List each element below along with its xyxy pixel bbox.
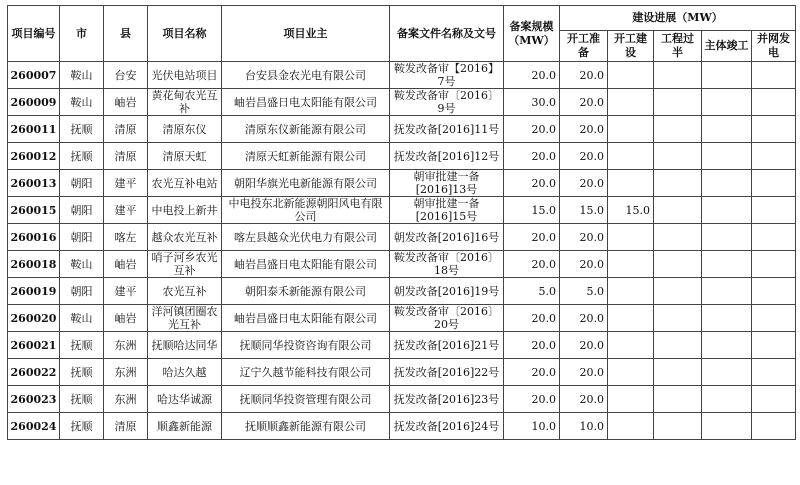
project-name-cell: 清原天虹: [148, 143, 222, 170]
header-start-construction: 开工建设: [608, 31, 654, 62]
table-body: [8, 62, 796, 440]
start-construction-cell: [608, 89, 654, 116]
county-cell: 喀左: [104, 224, 148, 251]
header-main-completed: 主体竣工: [702, 31, 752, 62]
filing-document-cell: 抚发改备[2016]21号: [390, 332, 504, 359]
grid-connected-cell: [752, 197, 796, 224]
start-construction-cell: [608, 332, 654, 359]
half-done-cell: [654, 62, 702, 89]
start-prep-cell: 15.0: [560, 197, 608, 224]
header-grid-connected: 并网发电: [752, 31, 796, 62]
filing-scale-cell: 20.0: [504, 224, 560, 251]
grid-connected-cell: [752, 305, 796, 332]
start-prep-cell: 20.0: [560, 116, 608, 143]
filing-document-cell: 抚发改备[2016]24号: [390, 413, 504, 440]
project-name-cell: 洋河镇团圈农光互补: [148, 305, 222, 332]
filing-scale-cell: 20.0: [504, 170, 560, 197]
start-construction-cell: [608, 278, 654, 305]
project-name-cell: 农光互补: [148, 278, 222, 305]
table-row: [8, 170, 796, 197]
header-filing-scale: 备案规模（MW）: [504, 6, 560, 62]
city-cell: 朝阳: [60, 278, 104, 305]
main-completed-cell: [702, 278, 752, 305]
half-done-cell: [654, 332, 702, 359]
start-construction-cell: [608, 116, 654, 143]
city-cell: 鞍山: [60, 62, 104, 89]
start-construction-cell: [608, 359, 654, 386]
project-name-cell: 哈达华诚源: [148, 386, 222, 413]
city-cell: 抚顺: [60, 143, 104, 170]
city-cell: 鞍山: [60, 305, 104, 332]
start-construction-cell: [608, 413, 654, 440]
start-prep-cell: 20.0: [560, 170, 608, 197]
main-completed-cell: [702, 386, 752, 413]
half-done-cell: [654, 197, 702, 224]
header-construction-progress: 建设进展（MW）: [560, 6, 796, 31]
grid-connected-cell: [752, 332, 796, 359]
half-done-cell: [654, 251, 702, 278]
start-prep-cell: 5.0: [560, 278, 608, 305]
project-owner-cell: 清原天虹新能源有限公司: [222, 143, 390, 170]
start-prep-cell: 20.0: [560, 332, 608, 359]
project-name-cell: 光伏电站项目: [148, 62, 222, 89]
start-construction-cell: [608, 386, 654, 413]
city-cell: 朝阳: [60, 224, 104, 251]
filing-document-cell: 朝发改备[2016]16号: [390, 224, 504, 251]
start-construction-cell: [608, 251, 654, 278]
project-owner-cell: 抚顺同华投资管理有限公司: [222, 386, 390, 413]
project-id-cell: 260018: [8, 251, 60, 278]
city-cell: 抚顺: [60, 116, 104, 143]
county-cell: 清原: [104, 143, 148, 170]
filing-document-cell: 抚发改备[2016]12号: [390, 143, 504, 170]
project-owner-cell: 岫岩昌盛日电太阳能有限公司: [222, 89, 390, 116]
project-name-cell: 中电投上新井: [148, 197, 222, 224]
project-name-cell: 农光互补电站: [148, 170, 222, 197]
header-project-name: 项目名称: [148, 6, 222, 62]
city-cell: 抚顺: [60, 359, 104, 386]
project-id-cell: 260020: [8, 305, 60, 332]
table-row: [8, 359, 796, 386]
grid-connected-cell: [752, 386, 796, 413]
filing-document-cell: 朝发改备[2016]19号: [390, 278, 504, 305]
filing-document-cell: 抚发改备[2016]22号: [390, 359, 504, 386]
project-id-cell: 260019: [8, 278, 60, 305]
filing-scale-cell: 20.0: [504, 62, 560, 89]
half-done-cell: [654, 305, 702, 332]
half-done-cell: [654, 170, 702, 197]
main-completed-cell: [702, 62, 752, 89]
header-filing-document: 备案文件名称及文号: [390, 6, 504, 62]
city-cell: 鞍山: [60, 251, 104, 278]
half-done-cell: [654, 143, 702, 170]
filing-document-cell: 朝审批建一备[2016]15号: [390, 197, 504, 224]
project-name-cell: 清原东仪: [148, 116, 222, 143]
start-prep-cell: 20.0: [560, 386, 608, 413]
project-id-cell: 260021: [8, 332, 60, 359]
table-row: [8, 278, 796, 305]
filing-scale-cell: 5.0: [504, 278, 560, 305]
filing-scale-cell: 20.0: [504, 359, 560, 386]
project-id-cell: 260013: [8, 170, 60, 197]
start-prep-cell: 20.0: [560, 251, 608, 278]
project-owner-cell: 抚顺顺鑫新能源有限公司: [222, 413, 390, 440]
project-name-cell: 抚顺哈达同华: [148, 332, 222, 359]
project-owner-cell: 岫岩昌盛日电太阳能有限公司: [222, 251, 390, 278]
county-cell: 岫岩: [104, 305, 148, 332]
county-cell: 清原: [104, 116, 148, 143]
half-done-cell: [654, 386, 702, 413]
project-owner-cell: 中电投东北新能源朝阳风电有限公司: [222, 197, 390, 224]
filing-scale-cell: 15.0: [504, 197, 560, 224]
project-owner-cell: 清原东仪新能源有限公司: [222, 116, 390, 143]
project-owner-cell: 喀左县越众光伏电力有限公司: [222, 224, 390, 251]
table-row: [8, 116, 796, 143]
start-prep-cell: 20.0: [560, 359, 608, 386]
project-id-cell: 260007: [8, 62, 60, 89]
county-cell: 台安: [104, 62, 148, 89]
half-done-cell: [654, 116, 702, 143]
project-name-cell: 哈达久越: [148, 359, 222, 386]
project-name-cell: 哨子河乡农光互补: [148, 251, 222, 278]
table-row: [8, 143, 796, 170]
project-name-cell: 顺鑫新能源: [148, 413, 222, 440]
project-id-cell: 260016: [8, 224, 60, 251]
filing-scale-cell: 30.0: [504, 89, 560, 116]
main-completed-cell: [702, 305, 752, 332]
filing-document-cell: 抚发改备[2016]11号: [390, 116, 504, 143]
table-row: [8, 305, 796, 332]
filing-document-cell: 鞍发改备审【2016】7号: [390, 62, 504, 89]
county-cell: 岫岩: [104, 251, 148, 278]
grid-connected-cell: [752, 251, 796, 278]
project-owner-cell: 岫岩昌盛日电太阳能有限公司: [222, 305, 390, 332]
table-row: [8, 62, 796, 89]
start-construction-cell: [608, 62, 654, 89]
project-id-cell: 260011: [8, 116, 60, 143]
main-completed-cell: [702, 116, 752, 143]
start-prep-cell: 20.0: [560, 305, 608, 332]
project-owner-cell: 朝阳泰禾新能源有限公司: [222, 278, 390, 305]
project-name-cell: 黄花甸农光互补: [148, 89, 222, 116]
filing-scale-cell: 20.0: [504, 386, 560, 413]
project-id-cell: 260022: [8, 359, 60, 386]
main-completed-cell: [702, 143, 752, 170]
half-done-cell: [654, 278, 702, 305]
grid-connected-cell: [752, 224, 796, 251]
filing-scale-cell: 20.0: [504, 332, 560, 359]
header-half-done: 工程过半: [654, 31, 702, 62]
county-cell: 岫岩: [104, 89, 148, 116]
filing-scale-cell: 20.0: [504, 305, 560, 332]
half-done-cell: [654, 224, 702, 251]
city-cell: 朝阳: [60, 170, 104, 197]
filing-document-cell: 朝审批建一备[2016]13号: [390, 170, 504, 197]
start-prep-cell: 20.0: [560, 89, 608, 116]
start-prep-cell: 20.0: [560, 143, 608, 170]
county-cell: 建平: [104, 197, 148, 224]
city-cell: 抚顺: [60, 386, 104, 413]
table-row: [8, 224, 796, 251]
filing-scale-cell: 10.0: [504, 413, 560, 440]
filing-document-cell: 抚发改备[2016]23号: [390, 386, 504, 413]
filing-document-cell: 鞍发改备审〔2016〕9号: [390, 89, 504, 116]
start-construction-cell: [608, 143, 654, 170]
filing-document-cell: 鞍发改备审〔2016〕18号: [390, 251, 504, 278]
project-id-cell: 260009: [8, 89, 60, 116]
header-city: 市: [60, 6, 104, 62]
main-completed-cell: [702, 413, 752, 440]
table-row: [8, 386, 796, 413]
filing-scale-cell: 20.0: [504, 116, 560, 143]
filing-scale-cell: 20.0: [504, 251, 560, 278]
main-completed-cell: [702, 332, 752, 359]
county-cell: 清原: [104, 413, 148, 440]
start-construction-cell: [608, 224, 654, 251]
county-cell: 建平: [104, 170, 148, 197]
county-cell: 东洲: [104, 332, 148, 359]
city-cell: 鞍山: [60, 89, 104, 116]
start-construction-cell: 15.0: [608, 197, 654, 224]
start-construction-cell: [608, 170, 654, 197]
filing-document-cell: 鞍发改备审〔2016〕20号: [390, 305, 504, 332]
filing-scale-cell: 20.0: [504, 143, 560, 170]
grid-connected-cell: [752, 89, 796, 116]
start-prep-cell: 10.0: [560, 413, 608, 440]
header-start-prep: 开工准备: [560, 31, 608, 62]
half-done-cell: [654, 89, 702, 116]
grid-connected-cell: [752, 359, 796, 386]
main-completed-cell: [702, 170, 752, 197]
header-project-id: 项目编号: [8, 6, 60, 62]
table-row: [8, 332, 796, 359]
main-completed-cell: [702, 251, 752, 278]
table-row: [8, 251, 796, 278]
main-completed-cell: [702, 359, 752, 386]
grid-connected-cell: [752, 62, 796, 89]
city-cell: 朝阳: [60, 197, 104, 224]
table-row: [8, 413, 796, 440]
project-owner-cell: 辽宁久越节能科技有限公司: [222, 359, 390, 386]
project-owner-cell: 抚顺同华投资咨询有限公司: [222, 332, 390, 359]
county-cell: 建平: [104, 278, 148, 305]
table-row: [8, 89, 796, 116]
city-cell: 抚顺: [60, 332, 104, 359]
project-id-cell: 260023: [8, 386, 60, 413]
start-prep-cell: 20.0: [560, 224, 608, 251]
grid-connected-cell: [752, 413, 796, 440]
project-table: [7, 5, 796, 440]
main-completed-cell: [702, 197, 752, 224]
header-project-owner: 项目业主: [222, 6, 390, 62]
half-done-cell: [654, 413, 702, 440]
project-id-cell: 260015: [8, 197, 60, 224]
project-id-cell: 260012: [8, 143, 60, 170]
header-county: 县: [104, 6, 148, 62]
main-completed-cell: [702, 89, 752, 116]
grid-connected-cell: [752, 278, 796, 305]
city-cell: 抚顺: [60, 413, 104, 440]
project-owner-cell: 朝阳华旗光电新能源有限公司: [222, 170, 390, 197]
county-cell: 东洲: [104, 359, 148, 386]
project-owner-cell: 台安县金农光电有限公司: [222, 62, 390, 89]
grid-connected-cell: [752, 116, 796, 143]
project-id-cell: 260024: [8, 413, 60, 440]
project-name-cell: 越众农光互补: [148, 224, 222, 251]
start-construction-cell: [608, 305, 654, 332]
table-row: [8, 197, 796, 224]
start-prep-cell: 20.0: [560, 62, 608, 89]
half-done-cell: [654, 359, 702, 386]
county-cell: 东洲: [104, 386, 148, 413]
main-completed-cell: [702, 224, 752, 251]
grid-connected-cell: [752, 170, 796, 197]
grid-connected-cell: [752, 143, 796, 170]
